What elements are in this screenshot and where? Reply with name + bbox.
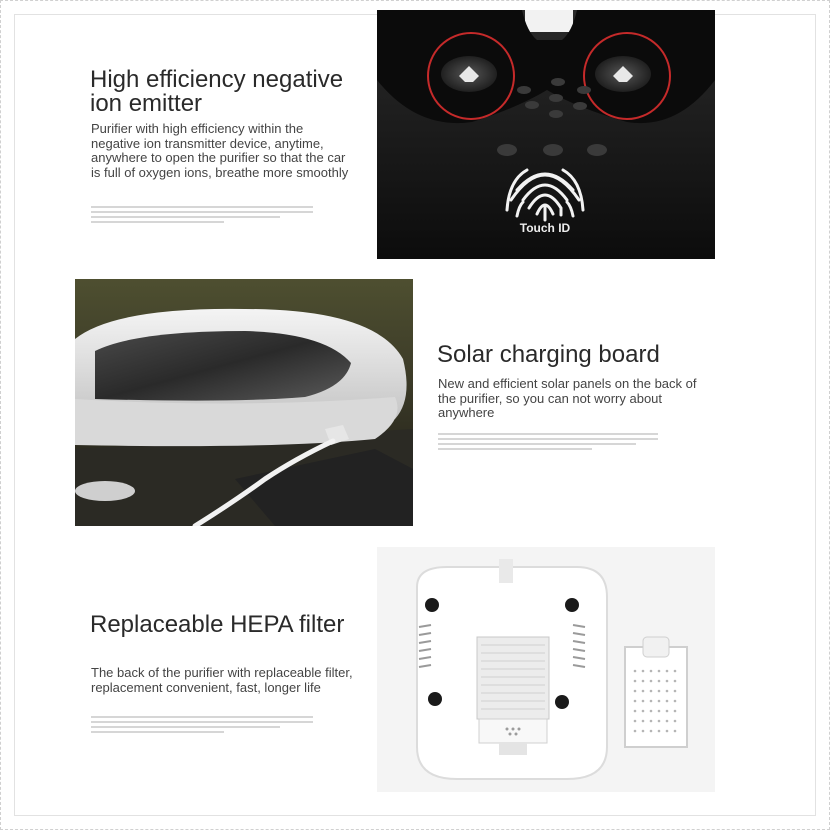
section-3-title: Replaceable HEPA filter <box>90 611 345 638</box>
touch-id-label: Touch ID <box>519 221 571 235</box>
touch-id-photo <box>377 10 715 259</box>
section-1-title: High efficiency negative ion emitter <box>90 66 344 117</box>
solar-panel-illustration <box>75 279 413 526</box>
hepa-filter-photo <box>377 547 715 792</box>
section-1-body: Purifier with high efficiency within the negative ion transmitter device, anytime, anywhere to open the purifier so that the car is full of oxygen ions, breathe more smoothly <box>91 121 349 180</box>
touch-id-illustration <box>377 10 715 259</box>
section-2-fineprint <box>438 433 658 453</box>
section-2-title: Solar charging board <box>437 341 660 368</box>
section-3-body: The back of the purifier with replaceable filter, replacement convenient, fast, longer life <box>91 665 353 695</box>
section-3-fineprint <box>91 716 313 736</box>
section-1-fineprint <box>91 206 313 226</box>
hepa-filter-illustration <box>377 547 715 792</box>
solar-panel-photo <box>75 279 413 526</box>
section-2-body: New and efficient solar panels on the back of the purifier, so you can not worry about anywhere <box>438 376 697 421</box>
